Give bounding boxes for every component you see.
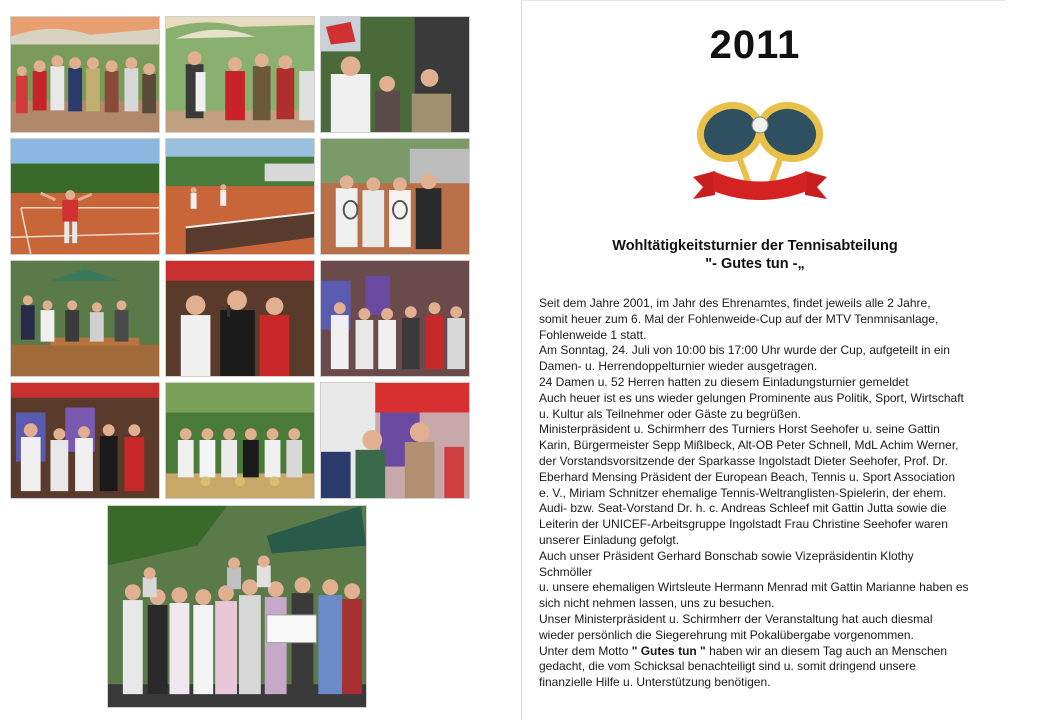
body-line: Seit dem Jahre 2001, im Jahr des Ehrenamtes, findet jeweils alle 2 Jahre,	[539, 296, 931, 310]
article-body	[539, 296, 999, 691]
body-line: 24 Damen u. 52 Herren hatten zu diesem Einladungsturnier gemeldet	[539, 374, 909, 389]
body-line: e. V., Miriam Schnitzer ehemalige Tennis-Weltranglisten-Spielerin, der ehem.	[539, 485, 947, 500]
photo-award-ceremony	[320, 260, 470, 377]
body-line: Fohlenweide 1 statt.	[539, 327, 647, 342]
heading-line-1: Wohltätigkeitsturnier der Tennisabteilung	[612, 238, 898, 254]
photo-collage-page	[0, 0, 482, 720]
body-line: sich nicht nehmen lassen, uns zu besuchen.	[539, 596, 775, 611]
photo-group-red-shirts	[10, 16, 160, 133]
photo-player-on-court	[10, 138, 160, 255]
photo-trophy-presentation	[10, 382, 160, 499]
body-line: finanzielle Hilfe u. Unterstützung benötigen.	[539, 675, 771, 690]
body-line: Auch heuer ist es uns wieder gelungen Prominente aus Politik, Sport, Wirtschaft	[539, 390, 964, 405]
crossed-tennis-rackets-icon	[685, 97, 835, 205]
body-line: u. unsere ehemaligen Wirtsleute Hermann Menrad mit Gattin Marianne haben es	[539, 580, 969, 595]
photo-speaker-microphone	[165, 260, 315, 377]
body-line: Audi- bzw. Seat-Vorstand Dr. h. c. Andreas Schleef mit Gattin Jutta sowie die	[539, 501, 947, 516]
article-heading	[522, 237, 988, 273]
photo-players-with-rackets	[320, 138, 470, 255]
body-line: unserer Einladung gefolgt.	[539, 532, 680, 547]
motto-suffix: haben wir an diesem Tag auch an Menschen	[705, 643, 948, 658]
body-line: Eberhard Mensing Präsident der European Beach, Tennis u. Sport Association	[539, 469, 956, 484]
photo-ladies-trophies	[165, 382, 315, 499]
body-line: Schmöller	[539, 564, 593, 579]
photo-players-umbrellas	[165, 16, 315, 133]
body-line: wieder persönlich die Siegerehrung mit Pokalübergabe vorgenommen.	[539, 627, 914, 642]
year-title: 2011	[709, 23, 801, 67]
motto-bold: " Gutes tun "	[631, 643, 706, 658]
photo-court-with-net	[165, 138, 315, 255]
body-line: Am Sonntag, 24. Juli von 10:00 bis 17:00 Uhr wurde der Cup, aufgeteilt in ein	[539, 343, 950, 358]
motto-line	[539, 644, 999, 660]
body-line: Karin, Bürgermeister Sepp Mißlbeck, Alt-OB Peter Schnell, MdL Achim Werner,	[539, 438, 959, 453]
body-line: gedacht, die vom Schicksal benachteiligt sind u. somit dringend unsere	[539, 659, 916, 674]
body-line: Leiterin der UNICEF-Arbeitsgruppe Ingolstadt Frau Christine Seehofer waren	[539, 517, 948, 532]
body-line: somit heuer zum 6. Mal der Fohlenweide-Cup auf der MTV Tenmnisanlage,	[539, 311, 939, 326]
body-line: Auch unser Präsident Gerhard Bonschab sowie Vizepräsidentin Klothy	[539, 548, 914, 563]
photo-cheque-handover	[107, 505, 367, 708]
photo-men-talking	[320, 16, 470, 133]
body-line: Damen- u. Herrendoppelturnier wieder ausgetragen.	[539, 359, 818, 374]
body-line: Ministerpräsident u. Schirmherr des Turniers Horst Seehofer u. seine Gattin	[539, 422, 940, 437]
photo-terrace-guests	[10, 260, 160, 377]
body-line: der Vorstandsvorsitzende der Sparkasse Ingolstadt Dieter Seehofer, Prof. Dr.	[539, 453, 948, 468]
article-page	[522, 0, 1006, 721]
body-line: u. Kultur als Teilnehmer oder Gäste zu begrüßen.	[539, 406, 801, 421]
body-line: Unser Ministerpräsident u. Schirmherr der Veranstaltung hat auch diesmal	[539, 611, 933, 626]
heading-line-2: "- Gutes tun -„	[705, 256, 805, 272]
photo-conversation	[320, 382, 470, 499]
motto-prefix: Unter dem Motto	[539, 643, 632, 658]
